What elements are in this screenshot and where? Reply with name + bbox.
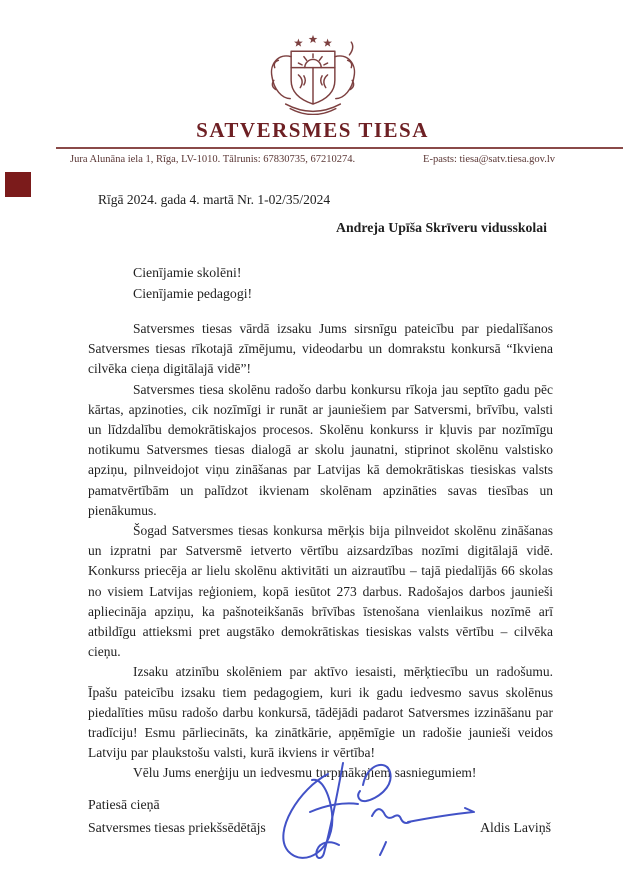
redaction-box (5, 172, 31, 197)
body-paragraph: Izsaku atzinību skolēniem par aktīvo iesaisti, mērķtiecību un radošumu. Īpašu pateicību izsaku tiem pedagogiem, kuri ik gadu iedvesmo savus skolēnus piedalīties mūsu radošo darbu konkursā, tādējādi padarot Satversmes izzināšanu par tradīciju! Esmu pārliecināts, ka zinātkārie, apņēmīgie un radošie jaunieši veidos Latviju par plaukstošu valsti, kurā ikviens ir vērtība! (88, 664, 553, 761)
body-paragraph: Satversmes tiesa skolēnu radošo darbu konkursu rīkoja jau septīto gadu pēc kārtas, apzinoties, cik nozīmīgi ir runāt ar jauniešiem par Satversmi, brīvību, valsti un līdzdalību demokrātiskajos procesos. Skolēnu konkurss ir kļuvis par nozīmīgu notikumu Satversmes tiesas dialogā ar skolu jaunatni, stiprinot skolēnu valstisko apziņu, pilnveidojot viņu zināšanas par Latvijas kā demokrātiskas tiesiskas valsts pamatvērtībām un palīdzot ikvienam skolēnam apzināties savas tiesības un pienākumus. (88, 381, 553, 518)
letterhead (0, 0, 625, 165)
org-address: Jura Alunāna iela 1, Rīga, LV-1010. Tālrunis: 67830735, 67210274. (70, 154, 356, 165)
recipient-line: Andreja Upīša Skrīveru vidusskolai (336, 220, 547, 235)
signer-title: Satversmes tiesas priekšsēdētājs (88, 820, 266, 836)
signer-name: Aldis Laviņš (480, 820, 551, 836)
body-paragraph: Vēlu Jums enerģiju un iedvesmu turpmākajiem sasniegumiem! (133, 765, 477, 781)
date-reference-line: Rīgā 2024. gada 4. martā Nr. 1-02/35/2024 (98, 192, 331, 207)
salutation-teachers: Cienījamie pedagogi! (133, 285, 253, 301)
body-paragraph: Satversmes tiesas vārdā izsaku Jums sirsnīgu pateicību par piedalīšanos Satversmes tiesas rīkotajā zīmējumu, videodarbu un domrakstu konkursā “Ikviena cilvēka cieņa digitālajā vidē”! (88, 321, 553, 377)
org-email: E-pasts: tiesa@satv.tiesa.gov.lv (423, 154, 555, 165)
salutation-students: Cienījamie skolēni! (133, 265, 242, 280)
body-paragraph: Šogad Satversmes tiesas konkursa mērķis bija pilnveidot skolēnu zināšanas un izpratni par Satversmē ietverto vērtību aizsardzības nozīmi digitālajā vidē. Konkurss priecēja ar lielu skolēnu aktivitāti un aizrautību – tajā piedalījās 66 skolas no visiem Latvijas reģioniem, kopā iesūtot 273 darbus. Radošajos darbos jaunieši apliecināja apziņu, ka pašnoteikšanās brīvības īstenošana vienlaikus nozīmē arī atbildīgu attieksmi pret augstāko demokrātiskas tiesiskas valsts vērtību – cilvēka cieņu. (88, 523, 553, 660)
latvia-coat-of-arms-icon (0, 0, 625, 115)
closing-phrase: Patiesā cieņā (88, 796, 160, 812)
org-title: SATVERSMES TIESA (196, 118, 429, 142)
letter-body (0, 192, 625, 836)
